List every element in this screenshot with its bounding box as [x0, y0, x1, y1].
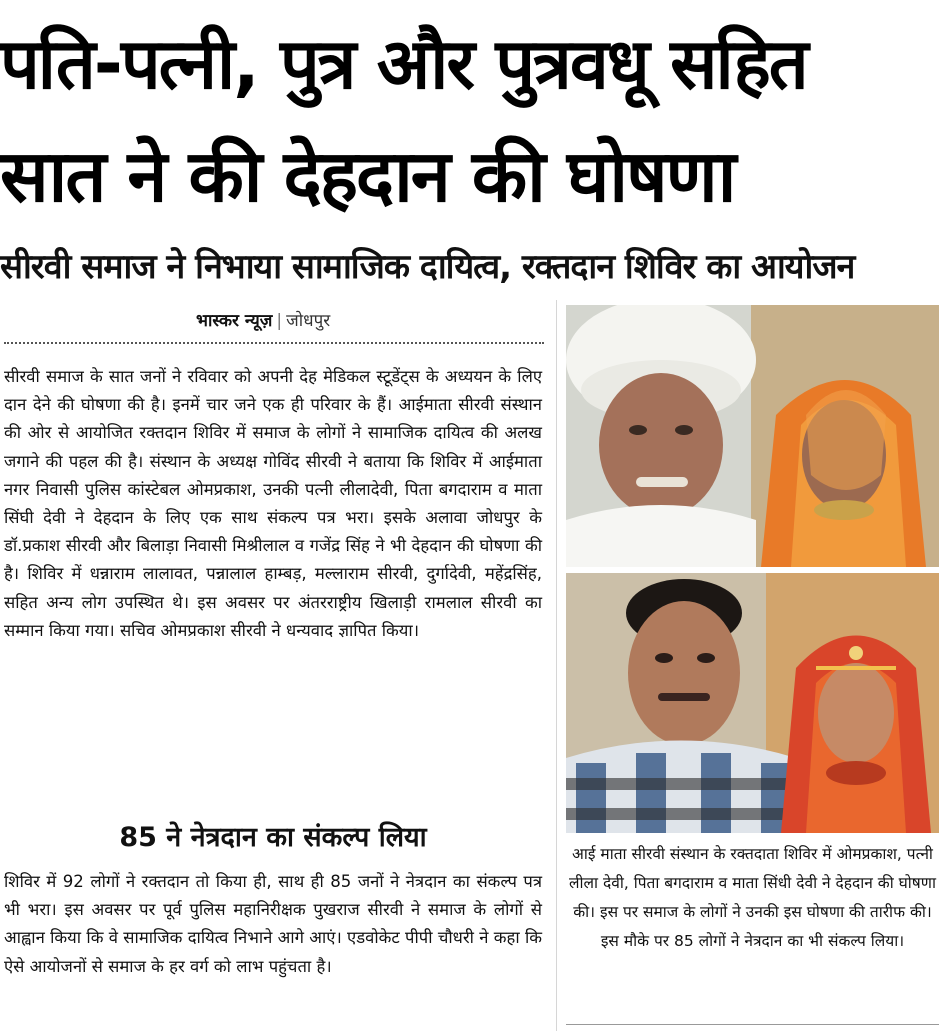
byline-city: जोधपुर: [286, 311, 331, 331]
column-divider: [556, 300, 557, 1031]
photo-young-couple-illustration: [566, 573, 939, 833]
article-subtitle: 85 ने नेत्रदान का संकल्प लिया: [119, 822, 427, 853]
photo-young-couple: [566, 573, 939, 833]
dotted-divider: [4, 342, 544, 344]
article-paragraph-1: सीरवी समाज के सात जनों ने रविवार को अपनी देह मेडिकल स्टूडेंट्स के अध्ययन के लिए दान देने की घोषणा की है। इनमें चार जने एक ही परिवार के हैं। आईमाता सीरवी संस्थान की ओर से आयोजित रक्तदान शिविर में समाज के लोगों ने सामाजिक दायित्व की अलख जगाने की पहल की है। संस्थान के अध्यक्ष गोविंद सीरवी ने बताया कि शिविर में आईमाता नगर निवासी पुलिस कांस्टेबल ओमप्रकाश, उनकी पत्नी लीलादेवी, पिता बगदाराम व माता सिंघी देवी ने देहदान के लिए एक साथ संकल्प पत्र भरा। इसके अलावा जोधपुर के डॉ.प्रकाश सीरवी और बिलाड़ा निवासी मिश्रीलाल व गजेंद्र सिंह ने भी देहदान की घोषणा की है। शिविर में धन्नाराम लालावत, पन्नालाल हाम्बड़, मल्लाराम सीरवी, दुर्गादेवी, महेंद्रसिंह, सहित अन्य लोग उपस्थित थे। इस अवसर पर अंतरराष्ट्रीय खिलाड़ी रामलाल सीरवी का सम्मान किया गया। सचिव ओमप्रकाश सीरवी ने धन्यवाद ज्ञापित किया।: [4, 367, 542, 640]
headline-line-2: सात ने की देहदान की घोषणा: [0, 134, 735, 218]
byline: [196, 306, 330, 336]
article-paragraph-2: शिविर में 92 लोगों ने रक्तदान तो किया ही, साथ ही 85 जनों ने नेत्रदान का संकल्प पत्र भी भरा। इस अवसर पर पूर्व पुलिस महानिरीक्षक पुखराज सीरवी ने समाज के लोगों से आह्वान किया कि वे सामाजिक दायित्व निभाने आगे आएं। एडवोकेट पीपी चौधरी ने कहा कि ऐसे आयोजनों से समाज के हर वर्ग को लाभ पहुंचता है।: [4, 872, 542, 976]
photo-elderly-couple: [566, 305, 939, 567]
byline-separator: |: [276, 311, 283, 331]
byline-source: भास्कर न्यूज़: [196, 311, 273, 331]
photo-caption: आई माता सीरवी संस्थान के रक्तदाता शिविर में ओमप्रकाश, पत्नी लीला देवी, पिता बगदाराम व माता सिंधी देवी ने देहदान की घोषणा की। इस पर समाज के लोगों ने उनकी इस घोषणा की तारीफ की। इस मौके पर 85 लोगों ने नेत्रदान का भी संकल्प लिया।: [569, 845, 936, 950]
photo-elderly-couple-illustration: [566, 305, 939, 567]
subheadline: सीरवी समाज ने निभाया सामाजिक दायित्व, रक्तदान शिविर का आयोजन: [0, 247, 855, 287]
headline-line-1: पति-पत्नी, पुत्र और पुत्रवधू सहित: [0, 23, 807, 105]
caption-underline: [566, 1024, 939, 1025]
